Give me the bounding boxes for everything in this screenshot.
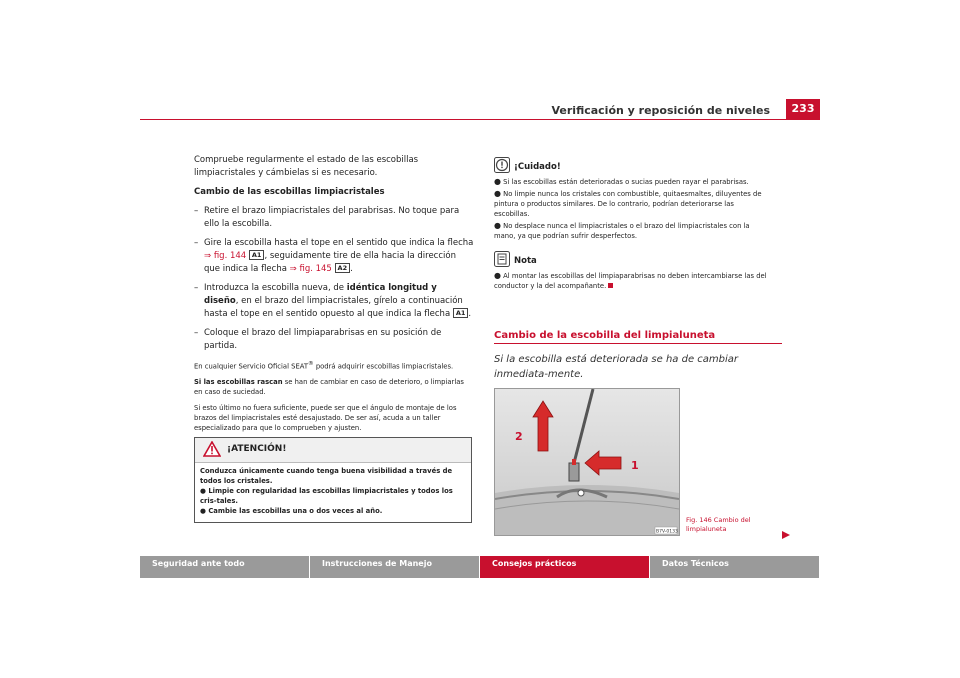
figure-caption: Fig. 146 Cambio del limpialuneta [686,516,751,533]
caution-header [494,157,770,175]
figure-146 [494,388,680,536]
warning-title: ¡ATENCIÓN! [227,444,287,454]
tab-seguridad[interactable]: Seguridad ante todo [140,556,310,578]
caution-icon [494,157,510,173]
left-column [194,154,474,439]
step-1: – Retire el brazo limpiacristales del parabrisas. No toque para ello la escobilla. [194,205,474,231]
warning-header [195,438,471,463]
intro-paragraph: Compruebe regularmente el estado de las escobillas limpiacristales y cámbielas si es necesario. [194,155,419,178]
warning-line-1: Conduzca únicamente cuando tenga buena visibilidad a través de todos los cristales. [200,467,453,485]
caution-title: ¡Cuidado! [514,162,561,172]
right-column [494,157,770,293]
warning-box [194,437,472,523]
step-2: – Gire la escobilla hasta el tope en el sentido que indica la flecha ⇒ fig. 144 A1 , seguidamente tire de ella hacia la dirección que indica la flecha ⇒ fig. 145 A2 . [194,237,474,276]
subheading: Cambio de las escobillas limpiacristales [194,187,385,197]
tab-instrucciones[interactable]: Instrucciones de Manejo [310,556,480,578]
bullet-icon: ● [200,507,206,515]
nota-title: Nota [514,256,537,266]
bullet-icon: ● [494,189,501,198]
fig-label-2: 2 [515,430,523,443]
fig-144-link[interactable]: ⇒ fig. 144 [204,251,247,261]
fig-code: B7V-0133 [656,529,678,535]
badge-a2: A2 [335,263,351,273]
caution-bullet-2: ● No limpie nunca los cristales con combustible, quitaesmaltes, diluyentes de pintura o productos similares. De lo contrario, podrían deteriorarse las escobillas. [494,189,762,218]
warning-body [195,463,471,519]
step-4: – Coloque el brazo del limpiaparabrisas en su posición de partida. [194,327,474,353]
section-rule [494,343,782,344]
footer-nav [140,556,820,578]
page-number: 233 [786,99,820,119]
nota-header [494,251,770,269]
header-rule [140,119,820,120]
bullet-icon: ● [494,271,501,280]
warning-triangle-icon [203,441,221,457]
page-header-title: Verificación y reposición de niveles [551,104,770,117]
note-icon [494,251,510,267]
note-angulo: Si esto último no fuera suficiente, puede ser que el ángulo de montaje de los brazos del limpiacristales esté desajustado. De ser así, acuda a un taller especializado para que lo comprueben y ajusten. [194,404,457,433]
section-intro: Si la escobilla está deteriorada se ha de cambiar inmediata-mente. [494,354,739,380]
tab-datos-tecnicos[interactable]: Datos Técnicos [650,556,820,578]
step-3: – Introduzca la escobilla nueva, de idéntica longitud y diseño, en el brazo del limpiacristales, gírelo a continuación hasta el tope en el sentido opuesto al que indica la flecha A1 . [194,282,474,321]
warning-line-3: ● Cambie las escobillas una o dos veces al año. [200,507,383,515]
end-marker-icon [608,283,613,288]
caution-bullet-3: ● No desplace nunca el limpiacristales o el brazo del limpiacristales con la mano, ya que podrían sufrir desperfectos. [494,221,750,240]
warning-line-2: ● Limpie con regularidad las escobillas limpiacristales y todos los cris-tales. [200,487,453,505]
section-title: Cambio de la escobilla del limpialuneta [494,330,716,341]
fig-145-link[interactable]: ⇒ fig. 145 [289,264,332,274]
nota-bullet-1: ● Al montar las escobillas del limpiaparabrisas no deben intercambiarse las del conductor y la del acompañante. [494,271,767,290]
bullet-icon: ● [494,221,501,230]
fig-label-1: 1 [631,459,639,472]
badge-a1: A1 [249,250,265,260]
bullet-icon: ● [200,487,206,495]
badge-a1: A1 [453,308,469,318]
rear-wiper-illustration [495,389,679,535]
note-seat: En cualquier Servicio Oficial SEAT® podrá adquirir escobillas limpiacristales. [194,361,454,371]
caution-bullet-1: ● Si las escobillas están deterioradas o sucias pueden rayar el parabrisas. [494,177,749,186]
bullet-icon: ● [494,177,501,186]
next-page-arrow-icon[interactable] [781,530,791,540]
tab-consejos[interactable]: Consejos prácticos [480,556,650,578]
note-rascan: Si las escobillas rascan se han de cambiar en caso de deterioro, o limpiarlas en caso de suciedad. [194,378,464,397]
